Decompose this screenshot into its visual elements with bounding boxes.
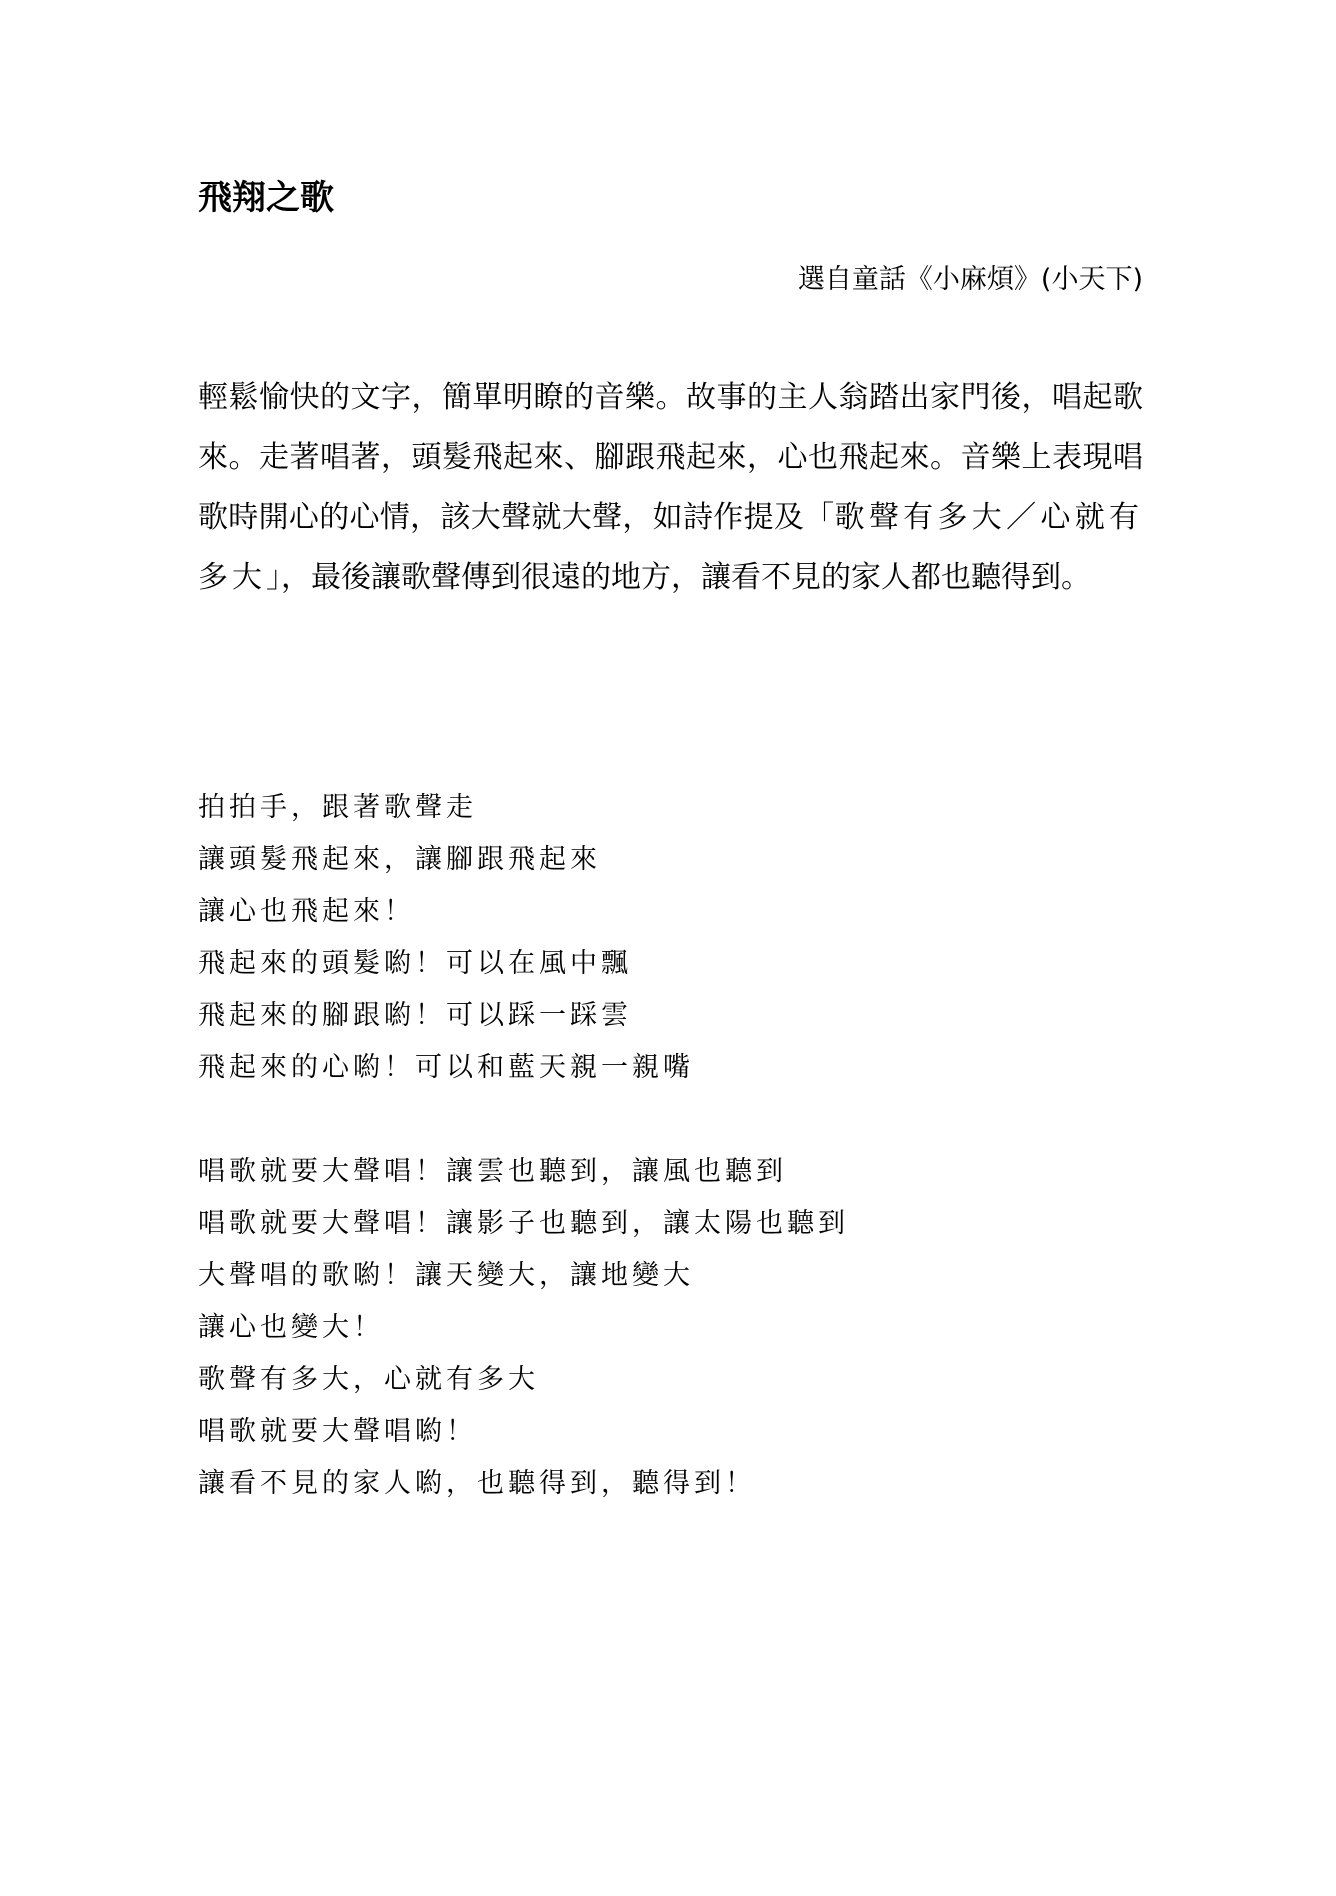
lyric-line: 拍拍手，跟著歌聲走 bbox=[198, 792, 477, 823]
lyric-line: 讓心也變大！ bbox=[198, 1312, 384, 1343]
lyric-line: 飛起來的腳跟喲！可以踩一踩雲 bbox=[198, 1000, 632, 1031]
lyric-line: 飛起來的頭髮喲！可以在風中飄 bbox=[198, 948, 632, 979]
source-citation: 選自童話《小麻煩》(小天下) bbox=[797, 264, 1143, 295]
song-title: 飛翔之歌 bbox=[198, 178, 334, 218]
lyric-line: 飛起來的心喲！可以和藍天親一親嘴 bbox=[198, 1052, 694, 1083]
intro-text-before-quote: 輕鬆愉快的文字，簡單明瞭的音樂。故事的主人翁踏出家門後，唱起歌來。走著唱著，頭髮飛起來、腳跟飛起來，心也飛起來。音樂上表現唱歌時開心的心情，該大聲就大聲，如詩作提及「 bbox=[198, 380, 1143, 535]
intro-paragraph bbox=[198, 368, 1143, 608]
lyric-line: 唱歌就要大聲唱！讓雲也聽到，讓風也聽到 bbox=[198, 1156, 787, 1187]
lyric-line: 大聲唱的歌喲！讓天變大，讓地變大 bbox=[198, 1260, 694, 1291]
lyrics-stanza-1 bbox=[198, 782, 694, 1094]
lyric-line: 唱歌就要大聲唱喲！ bbox=[198, 1416, 477, 1447]
lyric-line: 讓心也飛起來！ bbox=[198, 896, 415, 927]
lyric-line: 歌聲有多大，心就有多大 bbox=[198, 1364, 539, 1395]
intro-quoted-lyric: 歌聲有多大／心就有多大 bbox=[198, 500, 1144, 595]
lyrics-stanza-2 bbox=[198, 1146, 849, 1510]
lyric-line: 唱歌就要大聲唱！讓影子也聽到，讓太陽也聽到 bbox=[198, 1208, 849, 1239]
intro-text-after-quote: 」，最後讓歌聲傳到很遠的地方，讓看不見的家人都也聽得到。 bbox=[266, 560, 1091, 595]
lyric-line: 讓看不見的家人喲，也聽得到，聽得到！ bbox=[198, 1468, 756, 1499]
lyric-line: 讓頭髮飛起來，讓腳跟飛起來 bbox=[198, 844, 601, 875]
